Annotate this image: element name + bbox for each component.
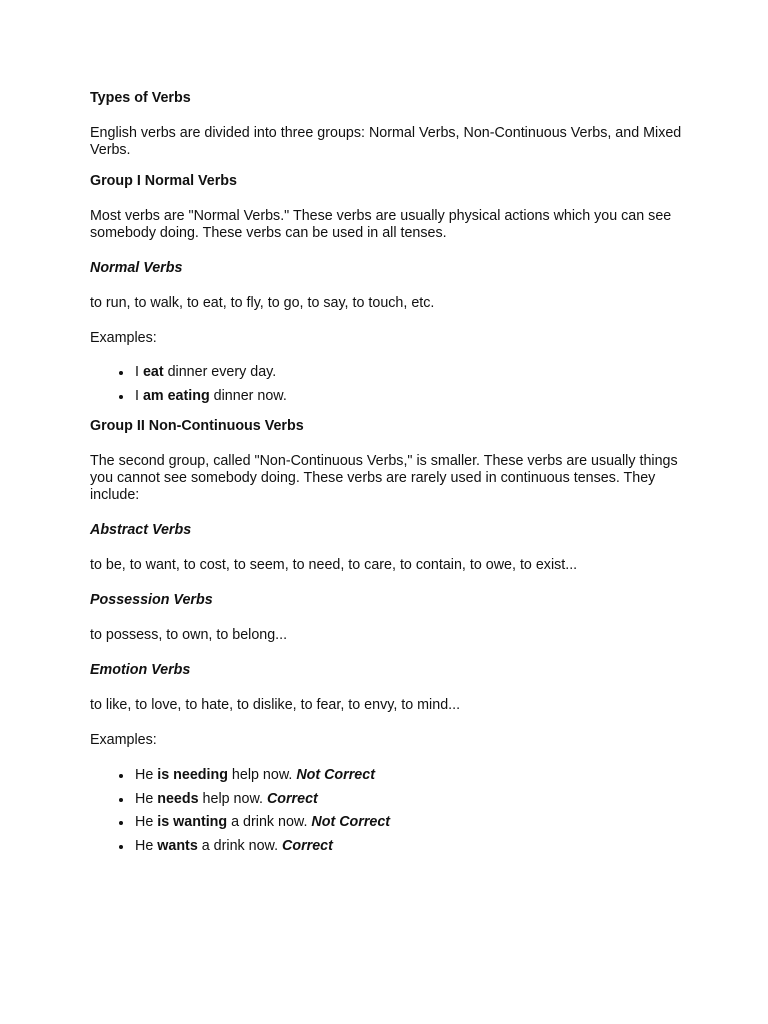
example-verb: am eating bbox=[142, 387, 210, 404]
emotion-verbs-heading: Emotion Verbs bbox=[90, 662, 191, 678]
normal-verbs-heading: Normal Verbs bbox=[90, 260, 183, 276]
group2-examples-label: Examples: bbox=[90, 732, 157, 748]
normal-verbs-list: to run, to walk, to eat, to fly, to go, to say, to touch, etc. bbox=[90, 295, 435, 311]
abstract-verbs-list: to be, to want, to cost, to seem, to need, to care, to contain, to owe, to exist... bbox=[90, 557, 578, 573]
group1-examples-list bbox=[90, 364, 690, 411]
list-item: I eat dinner every day. bbox=[90, 364, 690, 388]
possession-verbs-list: to possess, to own, to belong... bbox=[90, 627, 288, 643]
list-item: He is needing help now. Not Correct bbox=[90, 767, 690, 791]
example-verdict: Correct bbox=[282, 837, 333, 854]
page-title: Types of Verbs bbox=[90, 90, 191, 106]
example-verb: wants bbox=[157, 837, 198, 854]
example-verdict: Correct bbox=[266, 790, 318, 807]
intro-paragraph: English verbs are divided into three groups: Normal Verbs, Non-Continuous Verbs, and Mixed Verbs. bbox=[90, 125, 682, 158]
example-verdict: Not Correct bbox=[296, 767, 375, 783]
group1-examples-label: Examples: bbox=[90, 330, 157, 346]
group2-description: The second group, called "Non-Continuous Verbs," is smaller. These verbs are usually things you cannot see somebody doing. These verbs are rarely used in continuous tenses. They include: bbox=[90, 453, 678, 503]
list-item: I am eating dinner now. bbox=[90, 388, 690, 412]
list-item: He is wanting a drink now. Not Correct bbox=[90, 814, 690, 838]
possession-verbs-heading: Possession Verbs bbox=[90, 592, 213, 608]
list-item: He needs help now. Correct bbox=[90, 791, 690, 815]
group2-examples-list bbox=[90, 767, 690, 861]
group2-heading: Group II Non-Continuous Verbs bbox=[90, 418, 304, 434]
example-verb: needs bbox=[157, 790, 199, 807]
example-verdict: Not Correct bbox=[311, 814, 391, 830]
list-item: He wants a drink now. Correct bbox=[90, 838, 690, 862]
group1-description: Most verbs are "Normal Verbs." These verbs are usually physical actions which you can see somebody doing. These verbs can be used in all tenses. bbox=[90, 208, 672, 241]
emotion-verbs-list: to like, to love, to hate, to dislike, to fear, to envy, to mind... bbox=[90, 697, 461, 713]
abstract-verbs-heading: Abstract Verbs bbox=[90, 522, 192, 538]
example-verb: is wanting bbox=[157, 814, 228, 830]
example-verb: is needing bbox=[157, 767, 228, 783]
example-verb: eat bbox=[142, 364, 164, 380]
group1-heading: Group I Normal Verbs bbox=[90, 173, 237, 189]
